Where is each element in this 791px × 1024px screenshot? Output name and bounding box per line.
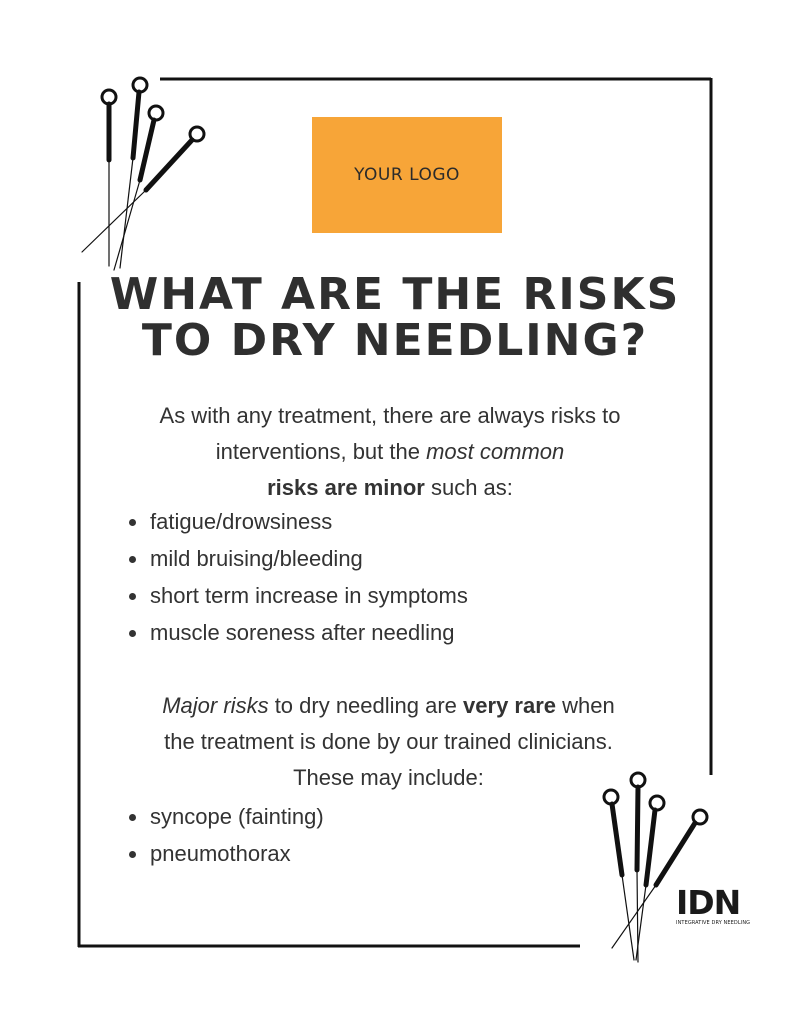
intro-line-2-text: interventions, but the xyxy=(215,439,427,464)
list-item: short term increase in symptoms xyxy=(128,577,468,614)
major-line-2: the treatment is done by our trained clinicians. xyxy=(164,729,613,754)
page-title xyxy=(95,269,695,366)
minor-risks-list xyxy=(128,503,468,651)
acupuncture-needles-icon xyxy=(80,70,220,275)
major-line-1-middle: to dry needling are xyxy=(268,693,464,718)
idn-brand-logo xyxy=(676,883,751,932)
intro-line-2 xyxy=(100,434,680,470)
title-line-1: WHAT ARE THE RISKS xyxy=(109,269,681,320)
intro-paragraph xyxy=(100,398,680,506)
major-line-1-end: when xyxy=(556,693,615,718)
major-risks-list xyxy=(128,798,324,872)
acupuncture-needles-icon xyxy=(598,770,718,970)
intro-line-1: As with any treatment, there are always risks to xyxy=(159,403,621,428)
logo-placeholder xyxy=(312,117,502,233)
intro-bold: risks are minor xyxy=(267,475,425,500)
major-line-1 xyxy=(96,688,681,724)
major-risks-paragraph xyxy=(96,688,681,796)
intro-line-3-text: such as: xyxy=(424,475,513,500)
major-emphasis: Major risks xyxy=(162,693,269,718)
list-item: pneumothorax xyxy=(128,835,324,872)
list-item: mild bruising/bleeding xyxy=(128,540,468,577)
intro-line-3 xyxy=(100,470,680,506)
title-line-2: TO DRY NEEDLING? xyxy=(141,315,649,366)
major-bold: very rare xyxy=(463,693,557,718)
logo-label: YOUR LOGO xyxy=(354,165,460,185)
list-item: syncope (fainting) xyxy=(128,798,324,835)
list-item: fatigue/drowsiness xyxy=(128,503,468,540)
major-line-3: These may include: xyxy=(293,765,484,790)
brand-tagline: INTEGRATIVE DRY NEEDLING xyxy=(676,920,751,926)
intro-emphasis: most common xyxy=(426,439,565,464)
brand-letters: IDN xyxy=(676,883,741,922)
list-item: muscle soreness after needling xyxy=(128,614,468,651)
